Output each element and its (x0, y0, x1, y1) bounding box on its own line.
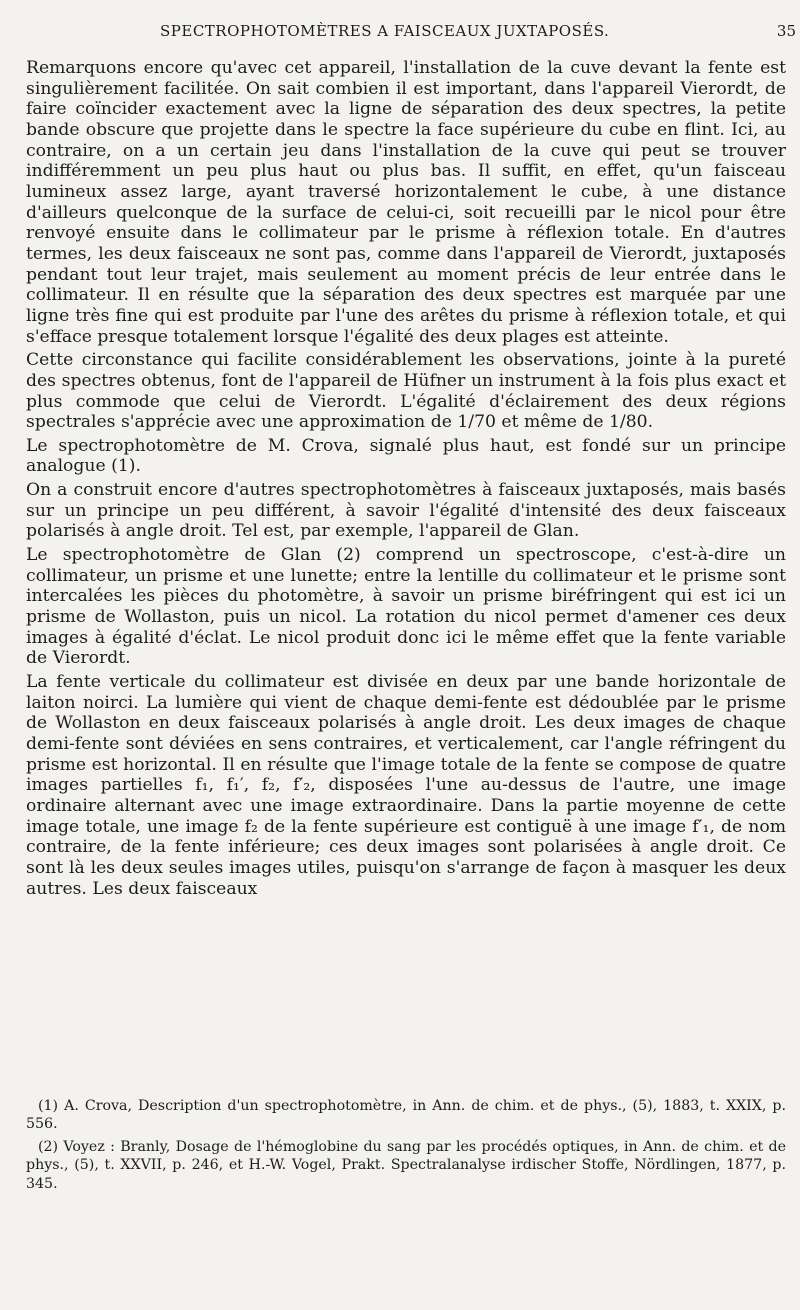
paragraph: Cette circonstance qui facilite considérablement les observations, jointe à la pureté des spectres obtenus, font de l'appareil de Hüfner un instrument à la fois plus exact et plus commode que celui de Vierordt. L'égalité d'éclairement des deux régions spectrales s'apprécie avec une approximation de 1/70 et même de 1/80. (26, 350, 786, 433)
page-number: 35 (776, 22, 796, 40)
footnotes (26, 1097, 786, 1193)
page-header (0, 20, 800, 44)
footnote: (1) A. Crova, Description d'un spectrophotomètre, in Ann. de chim. et de phys., (5), 1883, t. XXIX, p. 556. (26, 1098, 786, 1133)
running-title: SPECTROPHOTOMÈTRES A FAISCEAUX JUXTAPOSÉS. (160, 22, 610, 40)
footnote: (2) Voyez : Branly, Dosage de l'hémoglobine du sang par les procédés optiques, in Ann. de chim. et de phys., (5), t. XXVII, p. 246, et H.-W. Vogel, Prakt. Spectralanalyse irdischer Stoffe, Nördlingen, 1877, p. 345. (26, 1138, 786, 1192)
paragraph: La fente verticale du collimateur est divisée en deux par une bande horizontale de laiton noirci. La lumière qui vient de chaque demi-fente est dédoublée par le prisme de Wollaston en deux faisceaux polarisés à angle droit. Les deux images de chaque demi-fente sont déviées en sens contraires, et verticalement, car l'angle réfringent du prisme est horizontal. Il en résulte que l'image totale de la fente se compose de quatre images partielles f₁, f₁′, f₂, f′₂, disposées l'une au-dessus de l'autre, une image ordinaire alternant avec une image extraordinaire. Dans la partie moyenne de cette image totale, une image f₂ de la fente supérieure est contiguë à une image f′₁, de nom contraire, de la fente inférieure; ces deux images sont polarisées à angle droit. Ce sont là les deux seules images utiles, puisqu'on s'arrange de façon à masquer les deux autres. Les deux faisceaux (26, 672, 786, 899)
paragraph: Remarquons encore qu'avec cet appareil, l'installation de la cuve devant la fente est singulièrement facilitée. On sait combien il est important, dans l'appareil Vierordt, de faire coïncider exactement avec la ligne de séparation des deux spectres, la petite bande obscure que projette dans le spectre la face supérieure du cube en flint. Ici, au contraire, on a un certain jeu dans l'installation de la cuve qui peut se trouver indifféremment un peu plus haut ou plus bas. Il suffit, en effet, qu'un faisceau lumineux assez large, ayant traversé horizontalement le cube, à une distance d'ailleurs quelconque de la surface de celui-ci, soit recueilli par le nicol pour être renvoyé ensuite dans le collimateur par le prisme à réflexion totale. En d'autres termes, les deux faisceaux ne sont pas, comme dans l'appareil de Vierordt, juxtaposés pendant tout leur trajet, mais seulement au moment précis de leur entrée dans le collimateur. Il en résulte que la séparation des deux spectres est marquée par une ligne très fine qui est produite par l'une des arêtes du prisme à réflexion totale, et qui s'efface presque totalement lorsque l'égalité des deux plages est atteinte. (26, 58, 786, 347)
paragraph: On a construit encore d'autres spectrophotomètres à faisceaux juxtaposés, mais basés sur un principe un peu différent, à savoir l'égalité d'intensité des deux faisceaux polarisés à angle droit. Tel est, par exemple, l'appareil de Glan. (26, 480, 786, 542)
paragraph: Le spectrophotomètre de Glan (2) comprend un spectroscope, c'est-à-dire un collimateur, un prisme et une lunette; entre la lentille du collimateur et le prisme sont intercalées les pièces du photomètre, à savoir un prisme biréfringent qui est ici un prisme de Wollaston, puis un nicol. La rotation du nicol permet d'amener ces deux images à égalité d'éclat. Le nicol produit donc ici le même effet que la fente variable de Vierordt. (26, 545, 786, 669)
paragraph: Le spectrophotomètre de M. Crova, signalé plus haut, est fondé sur un principe analogue (1). (26, 435, 786, 477)
body-text (26, 58, 786, 902)
